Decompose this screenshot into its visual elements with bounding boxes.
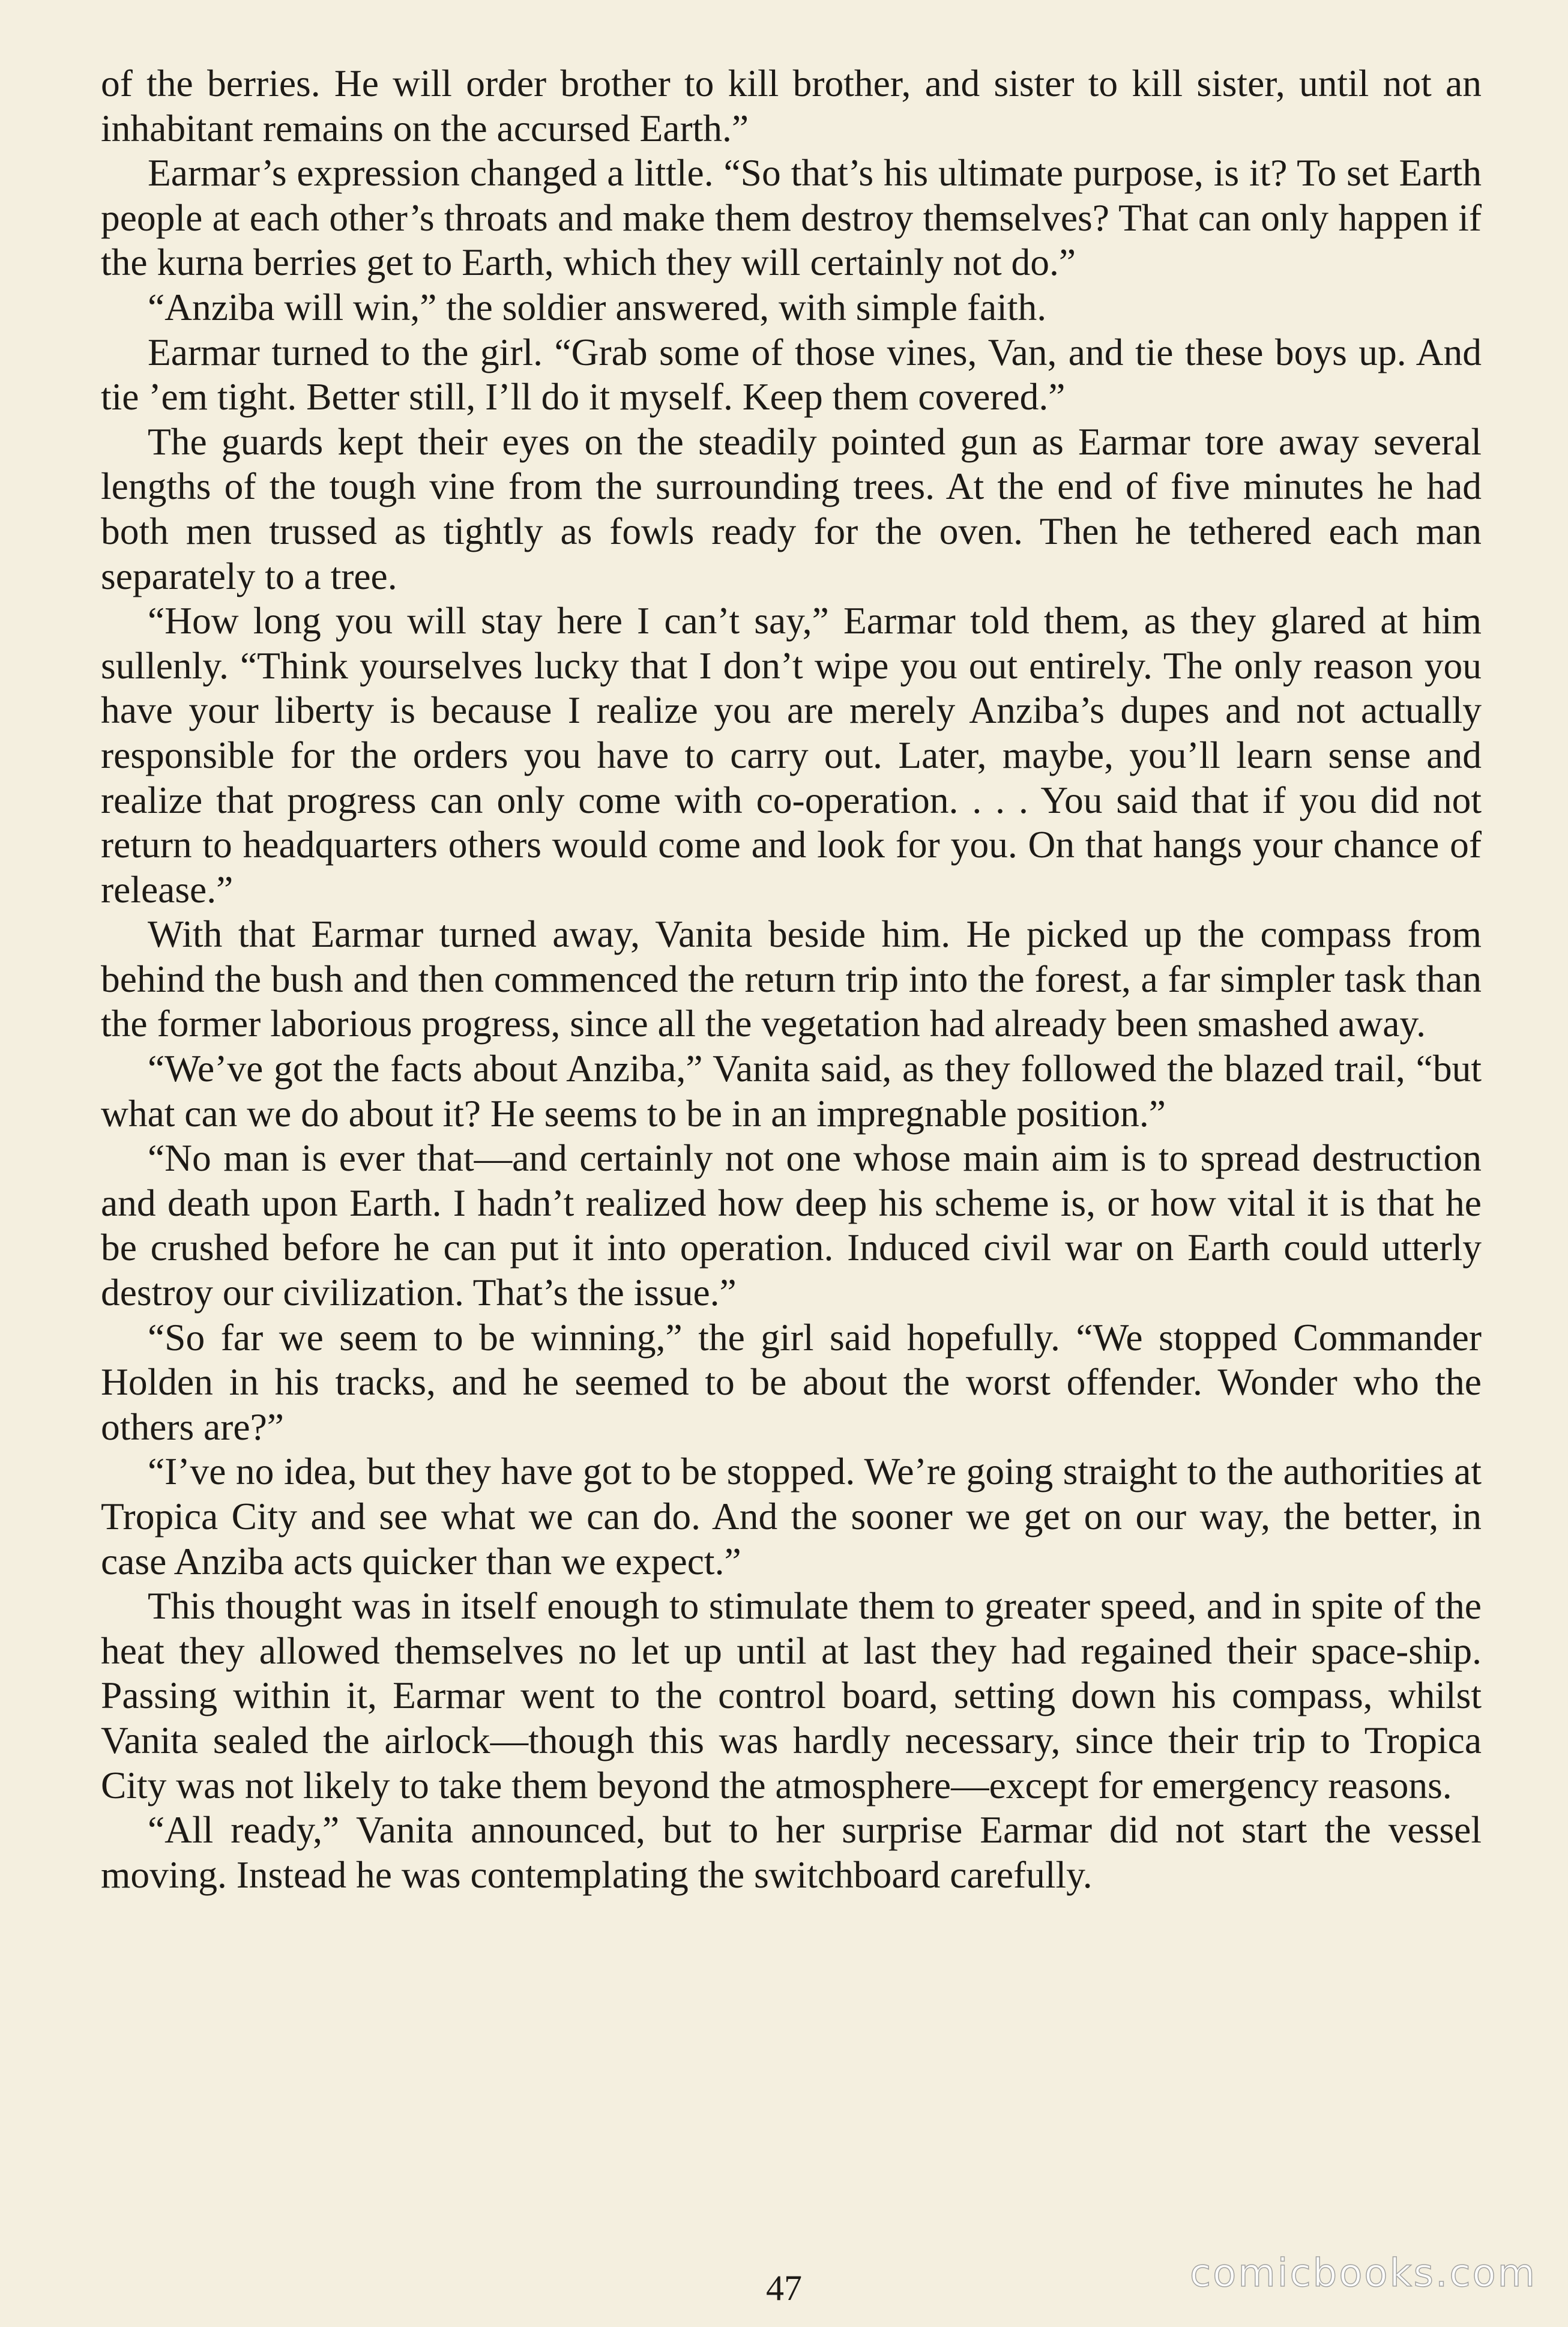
body-text	[101, 61, 1482, 1897]
paragraph-11: “I’ve no idea, but they have got to be stopped. We’re going straight to the authorities at Tropica City and see what we can do. And the sooner we get on our way, the better, in case Anziba acts quicker than we expect.”	[101, 1450, 1482, 1583]
paragraph-10: “So far we seem to be winning,” the girl said hopefully. “We stopped Commander Holden in his tracks, and he seemed to be about the worst offender. Wonder who the others are?”	[101, 1315, 1482, 1448]
paragraph-1: of the berries. He will order brother to kill brother, and sister to kill sister, until not an inhabitant remains on the accursed Earth.”	[101, 62, 1482, 149]
page-number: 47	[766, 2268, 802, 2308]
paragraph-13: “All ready,” Vanita announced, but to her surprise Earmar did not start the vessel moving. Instead he was contemplating the switchboard carefully.	[101, 1808, 1482, 1896]
watermark-logo: comicbooks.com	[1189, 2251, 1537, 2296]
paragraph-9: “No man is ever that—and certainly not one whose main aim is to spread destruction and death upon Earth. I hadn’t realized how deep his scheme is, or how vital it is that he be crushed before he can put it into operation. Induced civil war on Earth could utterly destroy our civilization. That’s the issue.”	[101, 1136, 1482, 1314]
paragraph-6: “How long you will stay here I can’t say,” Earmar told them, as they glared at him sullenly. “Think yourselves lucky that I don’t wipe you out entirely. The only reason you have your liberty is because I realize you are merely Anziba’s dupes and not actually responsible for the orders you have to carry out. Later, maybe, you’ll learn sense and realize that progress can only come with co-operation. . . . You said that if you did not return to headquarters others would come and look for you. On that hangs your chance of release.”	[101, 599, 1482, 911]
paragraph-2: Earmar’s expression changed a little. “So that’s his ultimate purpose, is it? To set Earth people at each other’s throats and make them destroy themselves? That can only happen if the kurna berries get to Earth, which they will certainly not do.”	[101, 151, 1482, 284]
paragraph-3: “Anziba will win,” the soldier answered, with simple faith.	[148, 285, 1047, 328]
paragraph-5: The guards kept their eyes on the steadily pointed gun as Earmar tore away several lengths of the tough vine from the surrounding trees. At the end of five minutes he had both men trussed as tightly as fowls ready for the oven. Then he tethered each man separately to a tree.	[101, 420, 1482, 597]
paragraph-4: Earmar turned to the girl. “Grab some of those vines, Van, and tie these boys up. And tie ’em tight. Better still, I’ll do it myself. Keep them covered.”	[101, 330, 1482, 418]
paragraph-12: This thought was in itself enough to stimulate them to greater speed, and in spite of the heat they allowed themselves no let up until at last they had regained their space-ship. Passing within it, Earmar went to the control board, setting down his compass, whilst Vanita sealed the airlock—though this was hardly necessary, since their trip to Tropica City was not likely to take them beyond the atmosphere—except for emergency reasons.	[101, 1584, 1482, 1806]
paragraph-8: “We’ve got the facts about Anziba,” Vanita said, as they followed the blazed trail, “but what can we do about it? He seems to be in an impregnable position.”	[101, 1047, 1482, 1135]
paragraph-7: With that Earmar turned away, Vanita beside him. He picked up the compass from behind the bush and then commenced the return trip into the forest, a far simpler task than the former laborious progress, since all the vegetation had already been smashed away.	[101, 913, 1482, 1045]
